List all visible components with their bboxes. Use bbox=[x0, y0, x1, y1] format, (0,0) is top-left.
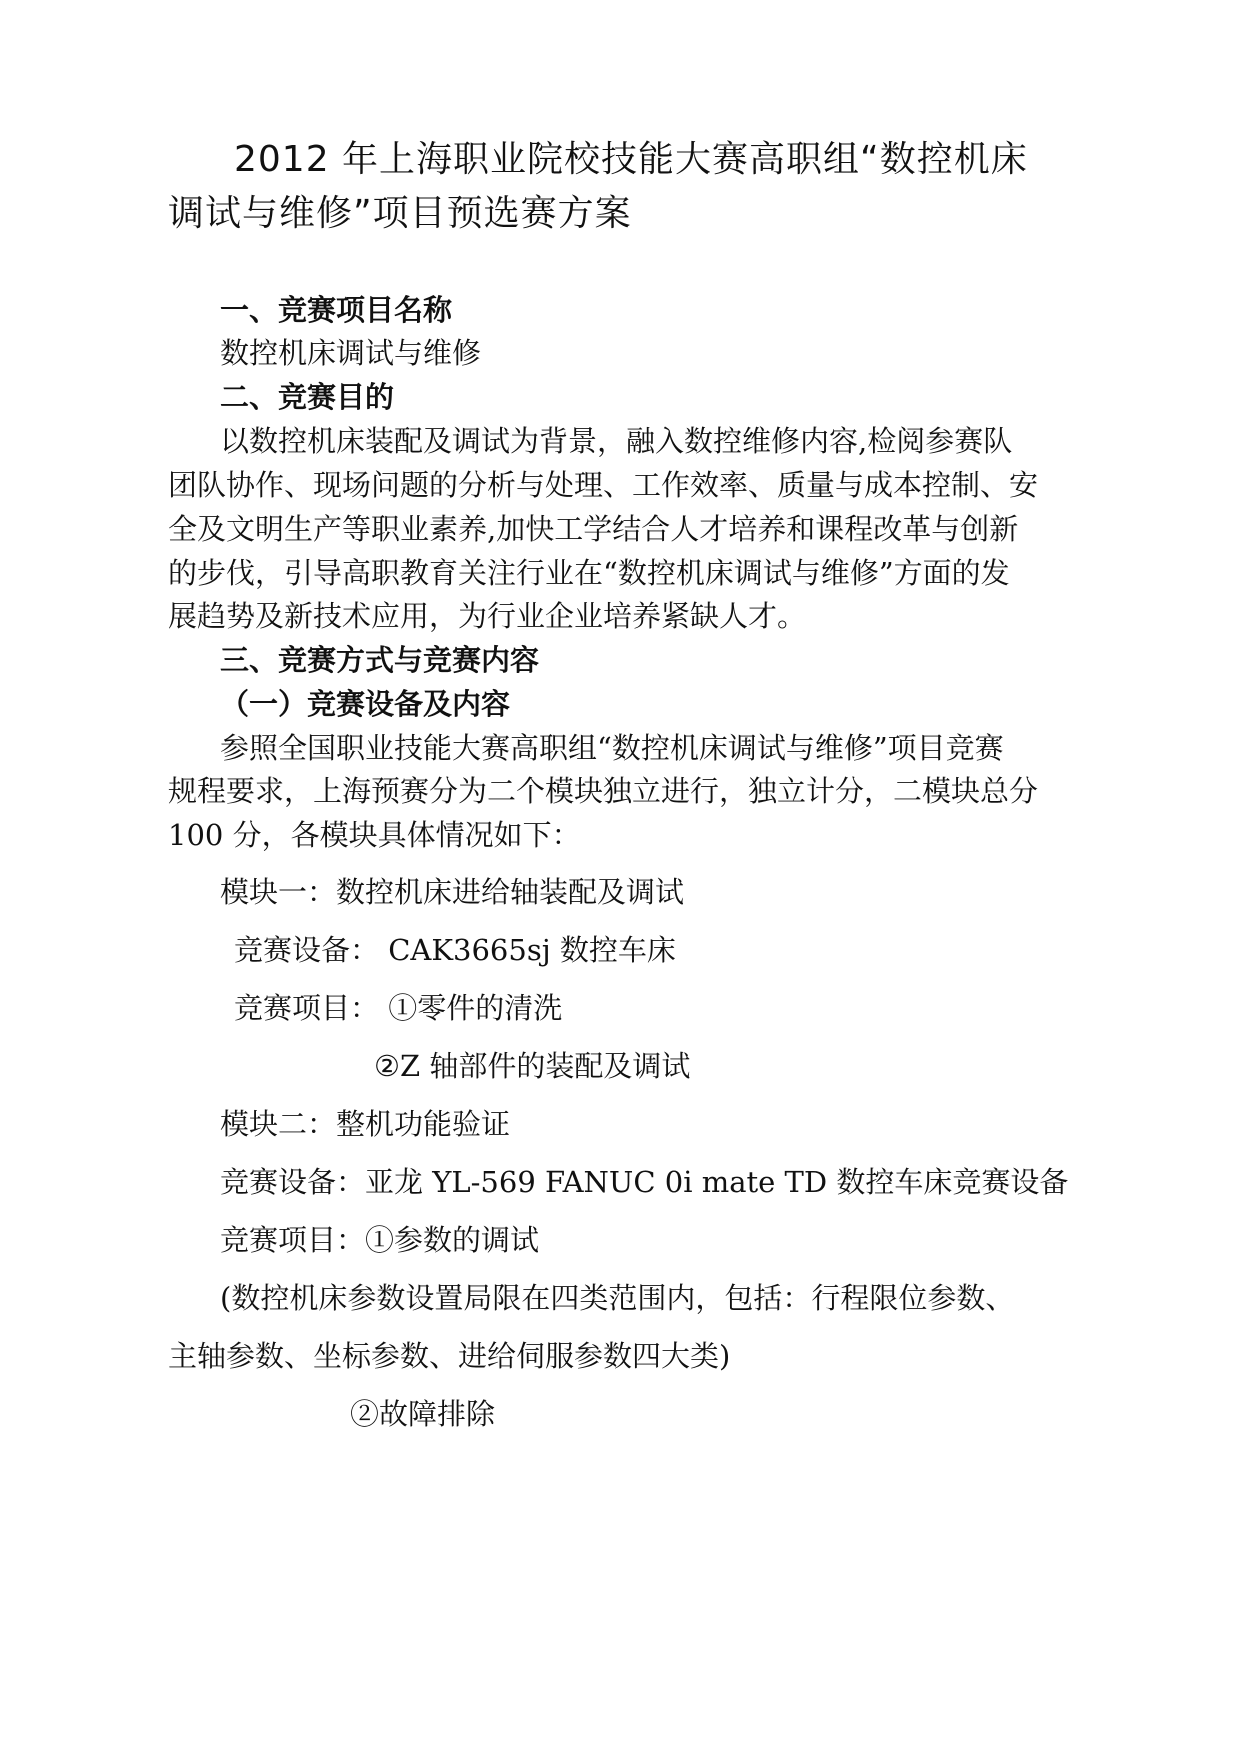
rules-paragraph-line: 参照全国职业技能大赛高职组“数控机床调试与维修”项目竞赛 bbox=[220, 731, 1004, 765]
module-two-title: 模块二：整机功能验证 bbox=[220, 1107, 511, 1141]
document-title-line-2: 调试与维修”项目预选赛方案 bbox=[168, 193, 632, 234]
module-one-item-cleaning: 竞赛项目： ①零件的清洗 bbox=[234, 991, 563, 1025]
competition-name-text: 数控机床调试与维修 bbox=[220, 336, 482, 370]
purpose-paragraph-line: 展趋势及新技术应用，为行业企业培养紧缺人才。 bbox=[168, 599, 807, 633]
rules-paragraph-line: 100 分，各模块具体情况如下： bbox=[168, 818, 581, 852]
purpose-paragraph-line: 的步伐，引导高职教育关注行业在“数控机床调试与维修”方面的发 bbox=[168, 556, 1010, 590]
section-heading-format-content: 三、竞赛方式与竞赛内容 bbox=[220, 643, 540, 677]
subsection-heading-equipment: （一）竞赛设备及内容 bbox=[220, 687, 511, 721]
module-one-item-z-axis: ②Z 轴部件的装配及调试 bbox=[374, 1049, 691, 1083]
purpose-paragraph-line: 全及文明生产等职业素养,加快工学结合人才培养和课程改革与创新 bbox=[168, 512, 1019, 546]
module-two-parameter-note-line: 主轴参数、坐标参数、进给伺服参数四大类) bbox=[168, 1339, 731, 1373]
section-heading-competition-name: 一、竞赛项目名称 bbox=[220, 293, 453, 327]
document-title-line-1: 2012 年上海职业院校技能大赛高职组“数控机床 bbox=[234, 139, 1028, 180]
module-one-equipment: 竞赛设备： CAK3665sj 数控车床 bbox=[234, 933, 676, 967]
rules-paragraph-line: 规程要求，上海预赛分为二个模块独立进行，独立计分，二模块总分 bbox=[168, 774, 1039, 808]
module-two-item-troubleshooting: ②故障排除 bbox=[350, 1397, 496, 1431]
purpose-paragraph-line: 以数控机床装配及调试为背景，融入数控维修内容,检阅参赛队 bbox=[220, 424, 1013, 458]
section-heading-purpose: 二、竞赛目的 bbox=[220, 380, 395, 414]
module-one-title: 模块一：数控机床进给轴装配及调试 bbox=[220, 875, 685, 909]
module-two-parameter-note-line: (数控机床参数设置局限在四类范围内，包括：行程限位参数、 bbox=[220, 1281, 1015, 1315]
module-two-item-parameters: 竞赛项目：①参数的调试 bbox=[220, 1223, 540, 1257]
purpose-paragraph-line: 团队协作、现场问题的分析与处理、工作效率、质量与成本控制、安 bbox=[168, 468, 1039, 502]
module-two-equipment: 竞赛设备：亚龙 YL-569 FANUC 0i mate TD 数控车床竞赛设备 bbox=[220, 1165, 1069, 1199]
